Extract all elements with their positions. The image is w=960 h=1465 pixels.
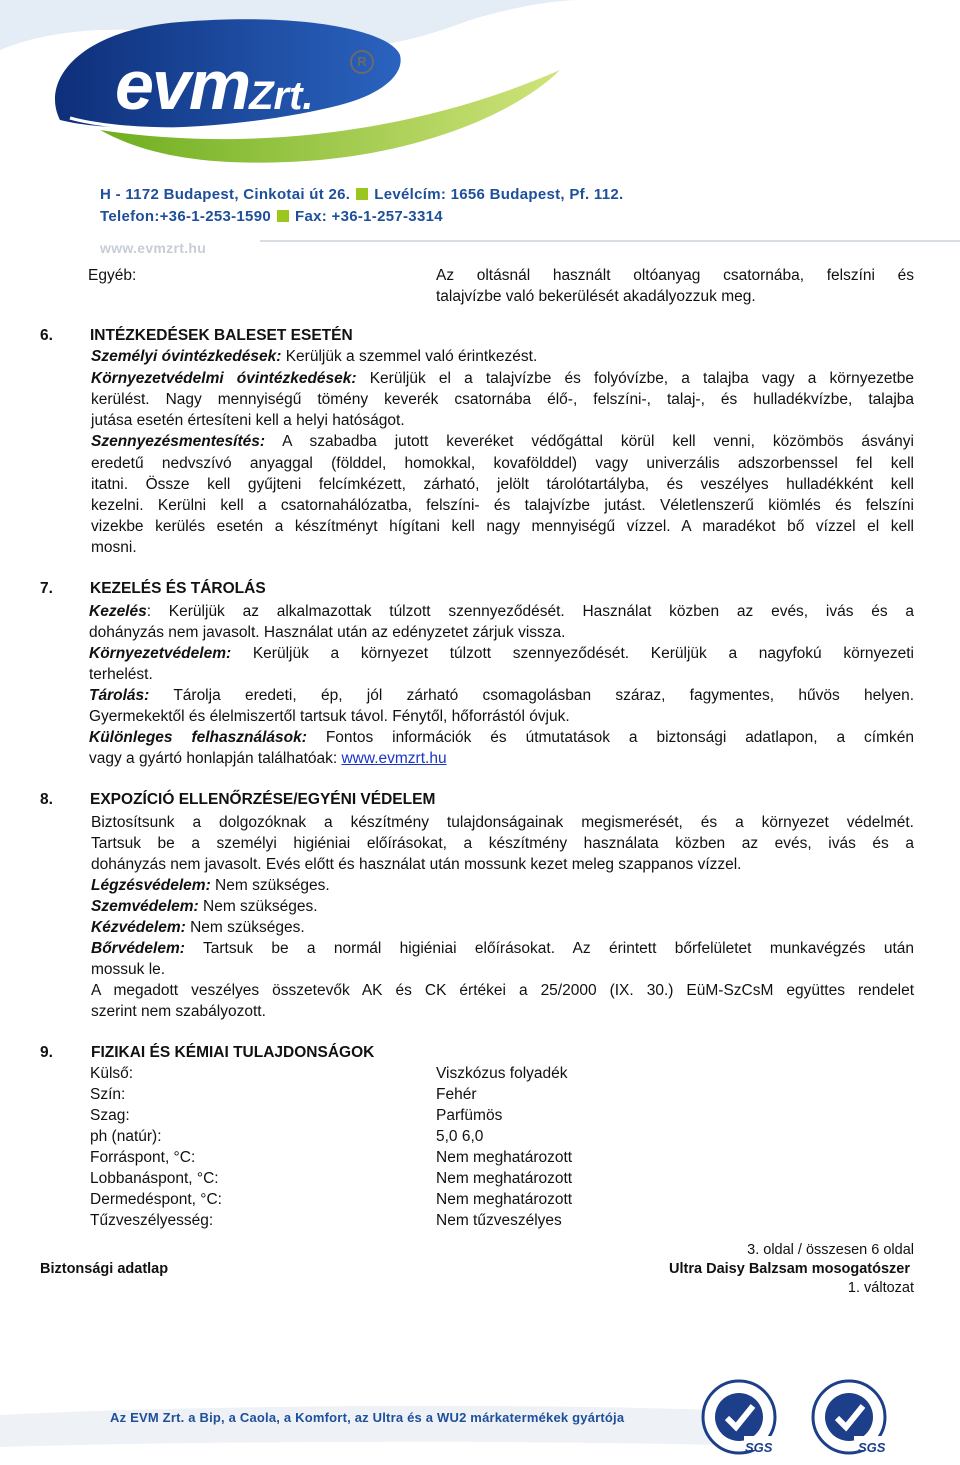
prop-value: Nem meghatározott <box>436 1170 573 1187</box>
section-6-number: 6. <box>40 327 53 344</box>
s8-bor-line2: mossuk le. <box>91 961 166 978</box>
s8-szem: Szemvédelem: Nem szükséges. <box>91 898 318 915</box>
contact-line: Telefon:+36-1-253-1590 Fax: +36-1-257-3314 <box>100 208 443 225</box>
website-link[interactable]: www.evmzrt.hu <box>341 750 447 767</box>
prop-value: 5,0 6,0 <box>436 1128 484 1145</box>
s6-szemelyi: Személyi óvintézkedések: Kerüljük a szemmel való érintkezést. <box>91 348 538 365</box>
s7-kezeles-line1: Kezelés: Kerüljük az alkalmazottak túlzott szennyeződését. Használat közben az evés, ivás és a <box>89 603 914 620</box>
s6-szennyezes-line6: mosni. <box>91 539 137 556</box>
prop-label: Lobbanáspont, °C: <box>90 1170 219 1187</box>
section-6-title: INTÉZKEDÉSEK BALESET ESETÉN <box>90 327 353 344</box>
s6-kornyezet-line2: kerülést. Nagy mennyiségű tömény keverék csatornába élő-, felszíni-, talaj-, és hulladékvízbe, talajba <box>91 391 914 408</box>
prop-value: Viszkózus folyadék <box>436 1065 568 1082</box>
sgs-logo: SGS <box>858 1440 886 1455</box>
section-7-title: KEZELÉS ÉS TÁROLÁS <box>90 580 266 597</box>
egyeb-line2: talajvízbe való bekerülését akadályozzuk meg. <box>436 288 756 305</box>
section-8-number: 8. <box>40 791 53 808</box>
egyeb-line1: Az oltásnál használt oltóanyag csatornába, felszíni és <box>436 267 914 284</box>
green-square-icon <box>356 188 368 200</box>
s6-szennyezes-line4: kezelni. Kerülni kell a csatornahálózatba, felszíni- és talajvízbe jutást. Véletlenszerű kiömlés és felszíni <box>91 497 914 514</box>
prop-label: Tűzveszélyesség: <box>90 1212 214 1229</box>
prop-label: Szag: <box>90 1107 130 1124</box>
s7-kulonleges-line2: vagy a gyártó honlapján találhatóak: www.evmzrt.hu <box>89 750 447 767</box>
footer-version: 1. változat <box>847 1280 914 1296</box>
prop-label: ph (natúr): <box>90 1128 162 1145</box>
s8-line1: Biztosítsunk a dolgozóknak a készítmény tulajdonságainak megismerését, és a környezet védelmét. <box>91 814 914 831</box>
prop-value: Nem tűzveszélyes <box>436 1212 562 1229</box>
prop-value: Nem meghatározott <box>436 1149 573 1166</box>
letterhead <box>0 0 960 260</box>
prop-label: Forráspont, °C: <box>90 1149 196 1166</box>
s6-szennyezes-line3: itatni. Össze kell gyűjteni felcímkézett, zárható, jelölt tárolótartályba, és veszélyes hulladékként kell <box>91 476 914 493</box>
s6-kornyezet-line3: jutása esetén értesíteni kell a helyi hatóságot. <box>91 412 405 429</box>
footer-banner-text: Az EVM Zrt. a Bip, a Caola, a Komfort, az Ultra és a WU2 márkatermékek gyártója <box>110 1410 625 1425</box>
prop-value: Nem meghatározott <box>436 1191 573 1208</box>
section-9-title: FIZIKAI ÉS KÉMIAI TULAJDONSÁGOK <box>91 1044 375 1061</box>
logo-swoosh <box>0 0 700 175</box>
s7-kulonleges-line1: Különleges felhasználások: Fontos információk és útmutatások a biztonsági adatlapon, a címkén <box>89 729 915 746</box>
s8-legzes: Légzésvédelem: Nem szükséges. <box>91 877 330 894</box>
s8-ak-line1: A megadott veszélyes összetevők AK és CK értékei a 25/2000 (IX. 30.) EüM-SzCsM együttes rendelet <box>91 982 914 999</box>
prop-label: Külső: <box>90 1065 134 1082</box>
section-8-title: EXPOZÍCIÓ ELLENŐRZÉSE/EGYÉNI VÉDELEM <box>90 791 436 808</box>
brand-logo: evmZrt. <box>115 46 314 124</box>
footer-product: Ultra Daisy Balzsam mosogatószer <box>669 1261 910 1277</box>
prop-value: Fehér <box>436 1086 477 1103</box>
registered-mark: R <box>350 50 374 74</box>
s6-kornyezet-line1: Környezetvédelmi óvintézkedések: Kerüljük el a talajvízbe és folyóvízbe, a talajba vagy a környezetbe <box>91 370 914 387</box>
prop-value: Parfümös <box>436 1107 503 1124</box>
egyeb-label: Egyéb: <box>88 267 137 284</box>
section-7-number: 7. <box>40 580 53 597</box>
footer-doc-type: Biztonsági adatlap <box>40 1261 169 1277</box>
s7-kornyezet-line1: Környezetvédelem: Kerüljük a környezet túlzott szennyeződését. Kerüljük a nagyfokú környezeti <box>89 645 914 662</box>
sgs-logo: SGS <box>745 1440 773 1455</box>
s8-ak-line2: szerint nem szabályozott. <box>91 1003 266 1020</box>
s8-bor-line1: Bőrvédelem: Tartsuk be a normál higiéniai előírásokat. Az érintett bőrfelületet munkavégzés után <box>91 940 914 957</box>
s7-kornyezet-line2: terhelést. <box>89 666 153 683</box>
s6-szennyezes-line2: eredetű nedvszívó anyaggal (földdel, homokkal, kovafölddel) vagy univerzális adszorbenssel fel kell <box>91 455 914 472</box>
s8-kez: Kézvédelem: Nem szükséges. <box>91 919 305 936</box>
s8-line2: Tartsuk be a személyi higiéniai előírásokat, a készítmény használata közben az evés, ivás és a <box>91 835 914 852</box>
header-website: www.evmzrt.hu <box>100 240 207 256</box>
s6-szennyezes-line5: vizekbe kerülés esetén a készítményt hígítani kell nagy mennyiségű vízzel. A maradékot bő vízzel el kell <box>91 518 914 535</box>
s7-tarolas-line2: Gyermekektől és élelmiszertől tartsuk távol. Fénytől, hőforrástól óvjuk. <box>89 708 570 725</box>
s7-tarolas-line1: Tárolás: Tárolja eredeti, ép, jól zárható csomagolásban száraz, fagymentes, hűvös helyen. <box>89 687 914 704</box>
header-rule <box>260 240 960 242</box>
s6-szennyezes-line1: Szennyezésmentesítés: A szabadba jutott keveréket védőgáttal körül kell venni, közömbös ásványi <box>91 433 914 450</box>
green-square-icon <box>277 210 289 222</box>
prop-label: Dermedéspont, °C: <box>90 1191 222 1208</box>
address-line: H - 1172 Budapest, Cinkotai út 26. Levélcím: 1656 Budapest, Pf. 112. <box>100 186 624 203</box>
s8-line3: dohányzás nem javasolt. Evés előtt és használat után mossunk kezet meleg szappanos vízzel. <box>91 856 742 873</box>
s7-kezeles-line2: dohányzás nem javasolt. Használat után az edényzetet zárjuk vissza. <box>89 624 566 641</box>
prop-label: Szín: <box>90 1086 126 1103</box>
page-number: 3. oldal / összesen 6 oldal <box>747 1242 914 1258</box>
section-9-number: 9. <box>40 1044 53 1061</box>
